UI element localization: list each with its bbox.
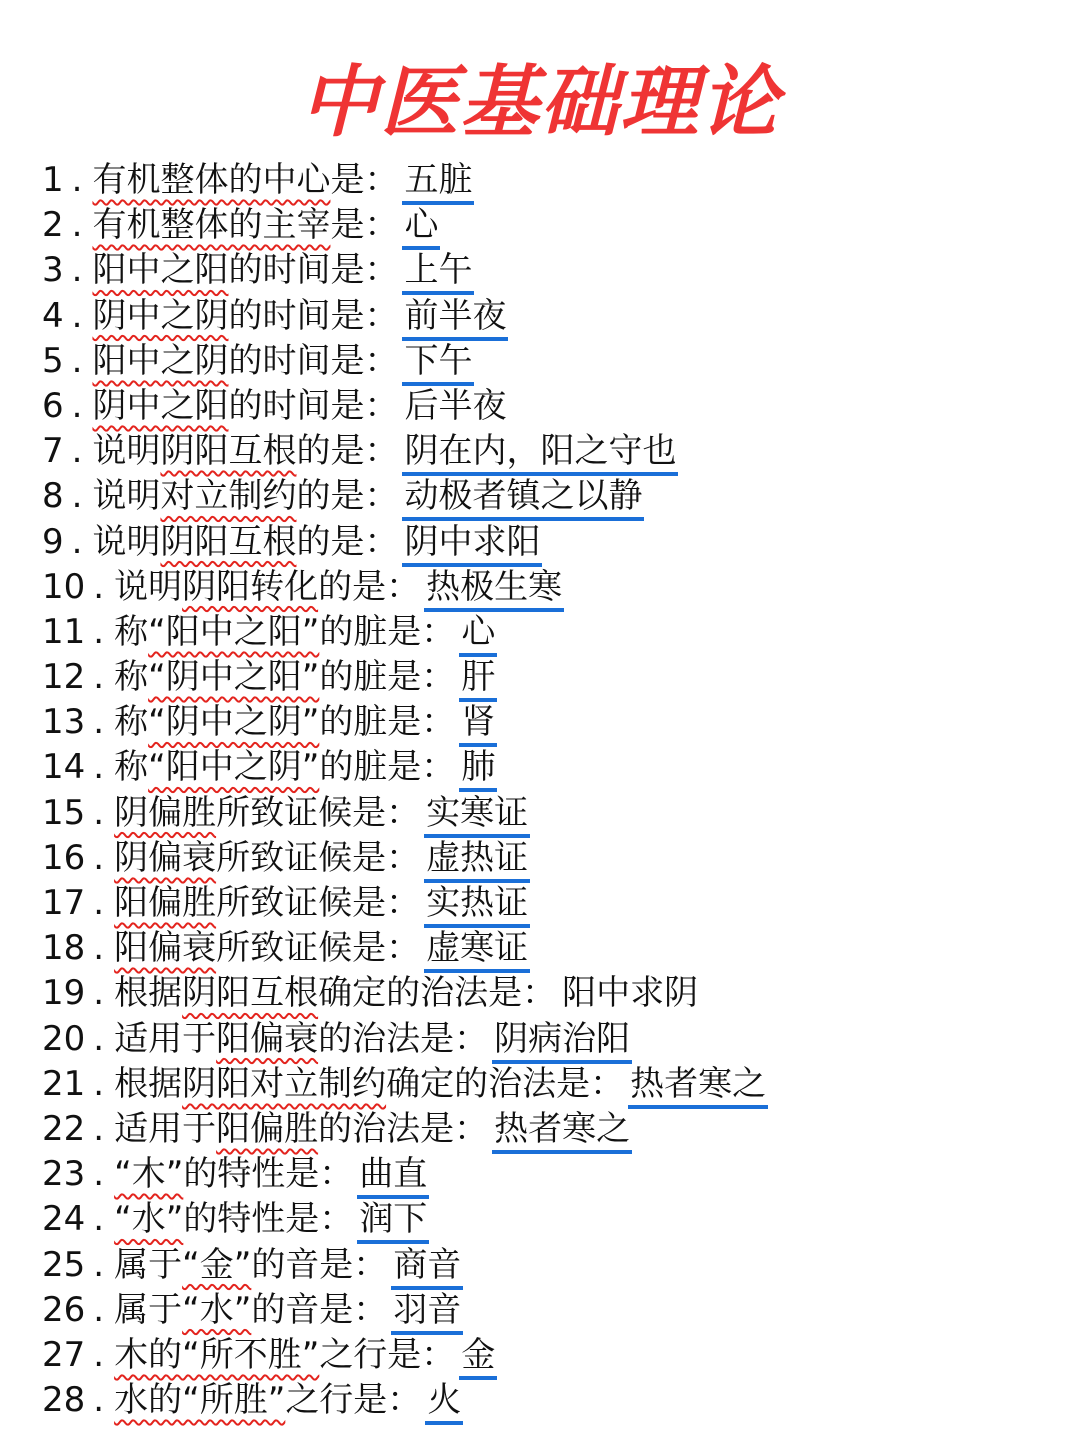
item-separator: . [71, 160, 83, 200]
highlighted-term: 阳偏胜 [216, 1108, 319, 1149]
question-text: 的脏是： [319, 702, 456, 743]
highlighted-term: 阴偏胜 [114, 792, 217, 833]
list-item [42, 248, 1062, 293]
item-number: 8 [42, 476, 64, 517]
list-item [42, 1243, 1062, 1288]
item-separator: . [93, 747, 105, 788]
question-text: 的特性是： [183, 1199, 354, 1240]
question-text: 称 [114, 747, 149, 788]
highlighted-term: “阴中之阴” [148, 702, 320, 743]
question-text: 的是： [318, 566, 421, 607]
item-number: 22 [42, 1108, 86, 1149]
item-separator: . [93, 1380, 105, 1421]
item-number: 16 [42, 837, 86, 878]
list-item [42, 1107, 1062, 1152]
highlighted-term: “阴中之阳” [148, 657, 320, 698]
item-separator: . [93, 657, 105, 698]
item-number: 13 [42, 702, 86, 743]
highlighted-term: “金” [182, 1244, 252, 1285]
question-text: 的脏是： [319, 611, 456, 652]
highlighted-term: 阴中之阳 [92, 385, 229, 426]
highlighted-term: “水” [182, 1289, 252, 1330]
highlighted-term: 阳偏衰 [114, 928, 217, 969]
item-separator: . [93, 1199, 105, 1240]
item-number: 23 [42, 1154, 86, 1195]
list-item [42, 655, 1062, 700]
answer-text: 阴中求阳 [404, 520, 540, 565]
item-separator: . [93, 928, 105, 969]
item-number: 24 [42, 1199, 86, 1240]
item-separator: . [71, 250, 83, 291]
item-separator: . [71, 295, 83, 336]
list-item [42, 1333, 1062, 1378]
question-text: 说明 [92, 476, 161, 517]
answer-text: 商音 [393, 1243, 461, 1288]
item-separator: . [93, 1334, 105, 1375]
question-text: 是： [330, 205, 399, 246]
answer-text: 心 [461, 610, 495, 655]
list-item [42, 971, 1062, 1016]
highlighted-term: 阳偏衰 [216, 1018, 319, 1059]
answer-text: 肺 [461, 745, 495, 790]
question-text: 适用于 [114, 1108, 217, 1149]
item-separator: . [93, 566, 105, 607]
answer-text: 热者寒之 [630, 1062, 766, 1107]
list-item [42, 203, 1062, 248]
list-item [42, 836, 1062, 881]
question-text: 的脏是： [319, 657, 456, 698]
list-item [42, 565, 1062, 610]
highlighted-term: “阳中之阴” [148, 747, 320, 788]
question-text: 说明 [114, 566, 183, 607]
list-item [42, 474, 1062, 519]
answer-text: 羽音 [393, 1288, 461, 1333]
item-separator: . [71, 431, 83, 472]
list-item [42, 1152, 1062, 1197]
item-number: 20 [42, 1018, 86, 1059]
question-text: 的时间是： [228, 385, 399, 426]
item-separator: . [93, 973, 105, 1014]
list-item [42, 158, 1062, 203]
page-title: 中医基础理论 [299, 58, 780, 148]
answer-text: 下午 [404, 339, 472, 384]
question-text: 根据 [114, 1063, 183, 1104]
question-text: 的脏是： [319, 747, 456, 788]
item-separator: . [93, 837, 105, 878]
answer-text: 上午 [404, 248, 472, 293]
item-separator: . [71, 340, 83, 381]
highlighted-term: 有机整体的主宰 [92, 205, 331, 246]
item-number: 26 [42, 1289, 86, 1330]
question-text: 属于 [114, 1244, 183, 1285]
question-text: 的音是： [251, 1289, 388, 1330]
item-separator: . [93, 1289, 105, 1330]
question-text: 说明 [92, 431, 161, 472]
list-item [42, 339, 1062, 384]
item-number: 4 [42, 295, 64, 336]
answer-text: 金 [461, 1333, 495, 1378]
item-number: 14 [42, 747, 86, 788]
item-separator: . [71, 385, 83, 426]
list-item [42, 1288, 1062, 1333]
highlighted-term: 阳中之阴 [92, 340, 229, 381]
item-separator: . [71, 476, 83, 517]
item-number: 19 [42, 973, 86, 1014]
question-text: 所致证候是： [216, 928, 421, 969]
question-text: 属于 [114, 1289, 183, 1330]
answer-text: 动极者镇之以静 [404, 474, 642, 519]
item-number: 7 [42, 431, 64, 472]
question-text: 之行是： [285, 1380, 422, 1421]
question-text: 所致证候是： [216, 792, 421, 833]
item-number: 10 [42, 566, 86, 607]
answer-text: 肝 [461, 655, 495, 700]
answer-text: 润下 [359, 1197, 427, 1242]
question-text: 是： [330, 160, 399, 200]
answer-text: 实寒证 [426, 791, 528, 836]
highlighted-term: “阳中之阳” [148, 611, 320, 652]
answer-text: 心 [404, 203, 438, 248]
question-text: 的治法是： [318, 1108, 489, 1149]
question-text: 所致证候是： [216, 837, 421, 878]
list-item [42, 294, 1062, 339]
answer-text: 虚寒证 [426, 926, 528, 971]
answer-text: 前半夜 [404, 294, 506, 339]
question-text: 的是： [296, 521, 399, 562]
list-item [42, 745, 1062, 790]
question-text: 称 [114, 702, 149, 743]
question-text: 称 [114, 657, 149, 698]
question-text: 称 [114, 611, 149, 652]
list-item [42, 1197, 1062, 1242]
item-number: 21 [42, 1063, 86, 1104]
item-number: 18 [42, 928, 86, 969]
answer-text: 实热证 [426, 881, 528, 926]
item-number: 1 [42, 160, 64, 200]
answer-text: 虚热证 [426, 836, 528, 881]
list-item [42, 791, 1062, 836]
highlighted-term: 阴阳对立制约 [182, 1063, 387, 1104]
item-separator: . [93, 1108, 105, 1149]
answer-text: 热极生寒 [426, 565, 562, 610]
highlighted-term: 水的“所胜” [114, 1380, 286, 1421]
question-text: 所致证候是： [216, 883, 421, 923]
item-number: 2 [42, 205, 64, 246]
list-item [42, 1017, 1062, 1062]
question-text: 的是： [296, 476, 399, 517]
item-number: 17 [42, 883, 86, 923]
item-separator: . [93, 611, 105, 652]
list-item [42, 610, 1062, 655]
list-item [42, 881, 1062, 926]
highlighted-term: 阳偏胜 [114, 883, 217, 923]
answer-text: 阴在内，阳之守也 [404, 429, 676, 474]
question-text: 之行是： [319, 1334, 456, 1375]
highlighted-term: 木的“所不胜” [114, 1334, 320, 1375]
question-text: 适用于 [114, 1018, 217, 1059]
item-separator: . [93, 1063, 105, 1104]
highlighted-term: “木” [114, 1154, 184, 1195]
item-number: 9 [42, 521, 64, 562]
question-list [42, 158, 1062, 1423]
item-number: 25 [42, 1244, 86, 1285]
item-number: 11 [42, 611, 86, 652]
item-separator: . [71, 521, 83, 562]
item-separator: . [71, 205, 83, 246]
highlighted-term: 对立制约 [160, 476, 297, 517]
highlighted-term: 阳中之阳 [92, 250, 229, 291]
question-text: 的时间是： [228, 340, 399, 381]
answer-text: 火 [427, 1378, 461, 1423]
highlighted-term: 阴偏衰 [114, 837, 217, 878]
question-text: 根据 [114, 973, 183, 1014]
item-number: 3 [42, 250, 64, 291]
question-text: 说明 [92, 521, 161, 562]
item-number: 15 [42, 792, 86, 833]
item-number: 6 [42, 385, 64, 426]
item-number: 12 [42, 657, 86, 698]
list-item [42, 384, 1062, 429]
question-text: 的治法是： [318, 1018, 489, 1059]
item-separator: . [93, 883, 105, 923]
question-text: 的时间是： [228, 295, 399, 336]
highlighted-term: 阴阳互根 [160, 521, 297, 562]
item-separator: . [93, 1154, 105, 1195]
list-item [42, 520, 1062, 565]
item-number: 27 [42, 1334, 86, 1375]
list-item [42, 700, 1062, 745]
highlighted-term: “水” [114, 1199, 184, 1240]
answer-text: 五脏 [404, 158, 472, 203]
list-item [42, 1378, 1062, 1423]
item-separator: . [93, 1018, 105, 1059]
question-text: 的时间是： [228, 250, 399, 291]
question-text: 的是： [296, 431, 399, 472]
answer-text: 热者寒之 [494, 1107, 630, 1152]
question-text: 确定的治法是： [318, 973, 557, 1014]
highlighted-term: 有机整体的中心 [92, 160, 331, 200]
question-text: 确定的治法是： [386, 1063, 625, 1104]
answer-text: 肾 [461, 700, 495, 745]
item-separator: . [93, 702, 105, 743]
question-text: 的音是： [251, 1244, 388, 1285]
highlighted-term: 阴阳转化 [182, 566, 319, 607]
item-separator: . [93, 792, 105, 833]
list-item [42, 926, 1062, 971]
answer-text: 曲直 [359, 1152, 427, 1197]
item-number: 5 [42, 340, 64, 381]
item-separator: . [93, 1244, 105, 1285]
answer-text: 后半夜 [404, 385, 507, 426]
highlighted-term: 阴阳互根 [160, 431, 297, 472]
list-item [42, 429, 1062, 474]
list-item [42, 1062, 1062, 1107]
highlighted-term: 阴阳互根 [182, 973, 319, 1014]
item-number: 28 [42, 1380, 86, 1421]
question-text: 的特性是： [183, 1154, 354, 1195]
highlighted-term: 阴中之阴 [92, 295, 229, 336]
answer-text: 阴病治阳 [494, 1017, 630, 1062]
answer-text: 阳中求阴 [562, 973, 699, 1014]
